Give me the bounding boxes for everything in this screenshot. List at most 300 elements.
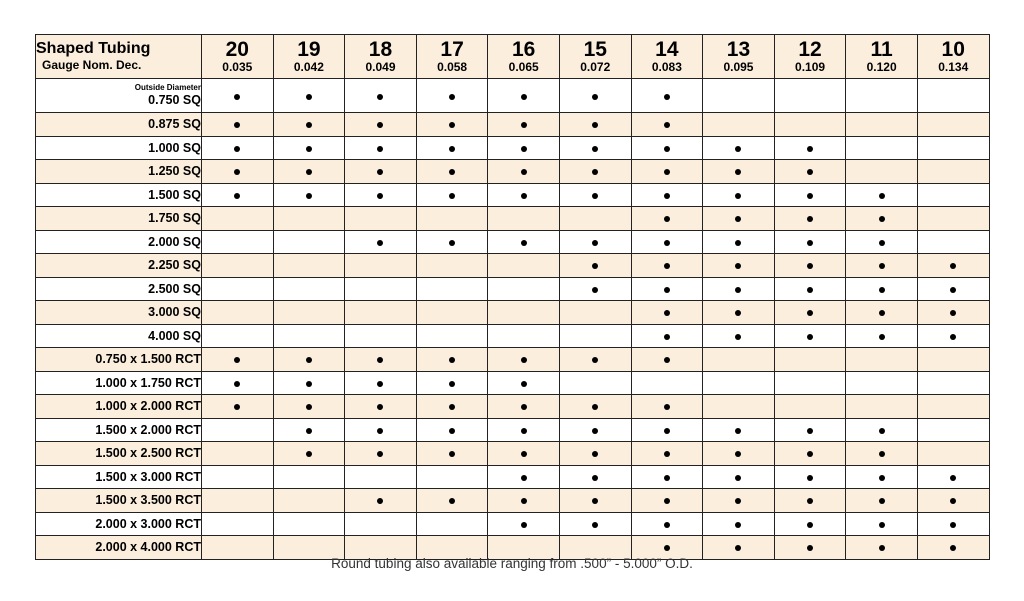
available-dot-icon [449, 146, 455, 152]
available-dot-icon [306, 357, 312, 363]
available-dot-icon [807, 498, 813, 504]
available-dot-icon [377, 428, 383, 434]
gauge-header-15 [559, 35, 631, 79]
size-label: 1.500 x 3.500 RCT [95, 493, 201, 508]
availability-cell [202, 207, 274, 231]
availability-cell [345, 442, 417, 466]
availability-cell [846, 230, 918, 254]
table-row [36, 489, 990, 513]
availability-cell [416, 489, 488, 513]
gauge-number: 11 [870, 38, 893, 62]
available-dot-icon [879, 334, 885, 340]
availability-cell [774, 230, 846, 254]
availability-cell [917, 512, 989, 536]
availability-cell [273, 301, 345, 325]
gauge-number: 12 [798, 38, 822, 62]
available-dot-icon [735, 216, 741, 222]
table-row [36, 442, 990, 466]
availability-cell [917, 136, 989, 160]
available-dot-icon [664, 193, 670, 199]
availability-cell [846, 254, 918, 278]
availability-cell [631, 348, 703, 372]
available-dot-icon [306, 404, 312, 410]
size-label-cell [36, 395, 202, 419]
available-dot-icon [735, 193, 741, 199]
availability-cell [488, 324, 560, 348]
availability-cell [703, 465, 775, 489]
availability-cell [202, 348, 274, 372]
availability-cell [917, 348, 989, 372]
size-label: 1.250 SQ [148, 164, 201, 179]
availability-cell [774, 442, 846, 466]
available-dot-icon [807, 475, 813, 481]
availability-cell [202, 395, 274, 419]
size-label: 0.750 x 1.500 RCT [95, 352, 201, 367]
availability-cell [202, 301, 274, 325]
gauge-decimal: 0.095 [723, 60, 754, 75]
availability-cell [202, 254, 274, 278]
available-dot-icon [879, 310, 885, 316]
available-dot-icon [306, 169, 312, 175]
availability-cell [846, 113, 918, 137]
available-dot-icon [735, 545, 741, 551]
availability-cell [202, 465, 274, 489]
gauge-number: 19 [297, 38, 321, 62]
available-dot-icon [664, 334, 670, 340]
available-dot-icon [306, 428, 312, 434]
availability-cell [488, 207, 560, 231]
gauge-header-16 [488, 35, 560, 79]
availability-cell [631, 136, 703, 160]
available-dot-icon [449, 428, 455, 434]
table-row [36, 465, 990, 489]
gauge-decimal: 0.058 [437, 60, 468, 75]
availability-cell [846, 418, 918, 442]
gauge-decimal: 0.083 [651, 60, 682, 75]
size-label: 2.000 SQ [148, 234, 201, 249]
availability-cell [631, 442, 703, 466]
available-dot-icon [950, 545, 956, 551]
availability-cell [488, 79, 560, 113]
available-dot-icon [306, 381, 312, 387]
available-dot-icon [521, 357, 527, 363]
gauge-decimal: 0.049 [365, 60, 396, 75]
availability-cell [488, 183, 560, 207]
available-dot-icon [449, 94, 455, 100]
available-dot-icon [735, 428, 741, 434]
availability-cell [273, 277, 345, 301]
availability-cell [273, 230, 345, 254]
available-dot-icon [521, 94, 527, 100]
available-dot-icon [879, 287, 885, 293]
available-dot-icon [592, 287, 598, 293]
available-dot-icon [879, 193, 885, 199]
available-dot-icon [735, 240, 741, 246]
available-dot-icon [306, 193, 312, 199]
availability-cell [416, 254, 488, 278]
available-dot-icon [735, 287, 741, 293]
availability-cell [559, 324, 631, 348]
availability-cell [416, 301, 488, 325]
available-dot-icon [879, 428, 885, 434]
gauge-number: 15 [583, 38, 607, 62]
available-dot-icon [664, 287, 670, 293]
availability-cell [917, 230, 989, 254]
size-label: 1.750 SQ [148, 211, 201, 226]
size-label-cell [36, 465, 202, 489]
gauge-header-20 [202, 35, 274, 79]
available-dot-icon [807, 240, 813, 246]
size-label: 1.500 SQ [148, 187, 201, 202]
availability-cell [488, 254, 560, 278]
availability-cell [559, 512, 631, 536]
availability-cell [846, 442, 918, 466]
availability-cell [774, 489, 846, 513]
available-dot-icon [664, 451, 670, 457]
availability-cell [631, 418, 703, 442]
size-label: 1.500 x 3.000 RCT [95, 469, 201, 484]
table-title-cell [36, 35, 202, 79]
available-dot-icon [664, 310, 670, 316]
availability-cell [559, 418, 631, 442]
availability-cell [488, 136, 560, 160]
table-body [36, 79, 990, 560]
availability-cell [703, 348, 775, 372]
availability-cell [559, 183, 631, 207]
availability-cell [416, 207, 488, 231]
availability-cell [202, 230, 274, 254]
availability-cell [345, 489, 417, 513]
size-label-cell [36, 160, 202, 184]
table-row [36, 418, 990, 442]
size-label-cell [36, 183, 202, 207]
availability-cell [631, 207, 703, 231]
availability-cell [488, 160, 560, 184]
availability-cell [631, 465, 703, 489]
available-dot-icon [521, 146, 527, 152]
availability-cell [917, 277, 989, 301]
availability-cell [273, 183, 345, 207]
size-label: 1.500 x 2.500 RCT [95, 446, 201, 461]
table-row [36, 324, 990, 348]
available-dot-icon [664, 240, 670, 246]
availability-cell [703, 183, 775, 207]
availability-cell [917, 489, 989, 513]
table-row [36, 136, 990, 160]
available-dot-icon [449, 122, 455, 128]
available-dot-icon [664, 216, 670, 222]
available-dot-icon [306, 146, 312, 152]
availability-cell [846, 277, 918, 301]
available-dot-icon [592, 146, 598, 152]
availability-cell [846, 348, 918, 372]
gauge-decimal: 0.072 [580, 60, 611, 75]
table-row [36, 395, 990, 419]
availability-cell [202, 371, 274, 395]
available-dot-icon [234, 381, 240, 387]
availability-cell [345, 395, 417, 419]
available-dot-icon [879, 240, 885, 246]
availability-cell [345, 465, 417, 489]
availability-cell [416, 371, 488, 395]
availability-cell [273, 371, 345, 395]
available-dot-icon [521, 240, 527, 246]
available-dot-icon [449, 357, 455, 363]
available-dot-icon [664, 428, 670, 434]
gauge-header-11 [846, 35, 918, 79]
table-row [36, 160, 990, 184]
available-dot-icon [521, 498, 527, 504]
availability-cell [774, 324, 846, 348]
available-dot-icon [735, 334, 741, 340]
available-dot-icon [377, 193, 383, 199]
available-dot-icon [735, 451, 741, 457]
availability-cell [631, 79, 703, 113]
tubing-availability-table [35, 34, 990, 560]
availability-cell [202, 183, 274, 207]
availability-cell [202, 136, 274, 160]
available-dot-icon [449, 451, 455, 457]
availability-cell [416, 348, 488, 372]
size-label-cell [36, 113, 202, 137]
table-title: Shaped Tubing [36, 40, 151, 58]
availability-cell [345, 254, 417, 278]
availability-cell [774, 395, 846, 419]
available-dot-icon [735, 498, 741, 504]
availability-cell [345, 183, 417, 207]
available-dot-icon [807, 545, 813, 551]
available-dot-icon [592, 404, 598, 410]
availability-cell [202, 160, 274, 184]
available-dot-icon [377, 240, 383, 246]
availability-cell [202, 324, 274, 348]
available-dot-icon [449, 381, 455, 387]
available-dot-icon [735, 522, 741, 528]
availability-cell [703, 160, 775, 184]
availability-cell [488, 230, 560, 254]
availability-cell [774, 207, 846, 231]
gauge-decimal: 0.042 [293, 60, 324, 75]
availability-cell [917, 442, 989, 466]
availability-cell [416, 324, 488, 348]
availability-cell [631, 324, 703, 348]
size-label: 2.500 SQ [148, 281, 201, 296]
available-dot-icon [306, 94, 312, 100]
availability-cell [416, 512, 488, 536]
available-dot-icon [664, 498, 670, 504]
availability-cell [774, 277, 846, 301]
available-dot-icon [521, 169, 527, 175]
table-row [36, 371, 990, 395]
available-dot-icon [377, 404, 383, 410]
availability-cell [846, 324, 918, 348]
size-label: 3.000 SQ [148, 305, 201, 320]
available-dot-icon [521, 122, 527, 128]
available-dot-icon [521, 522, 527, 528]
available-dot-icon [449, 169, 455, 175]
availability-cell [631, 277, 703, 301]
available-dot-icon [234, 146, 240, 152]
available-dot-icon [449, 240, 455, 246]
availability-cell [345, 348, 417, 372]
footnote: Round tubing also available ranging from .500” - 5.000” O.D. [331, 556, 693, 571]
availability-cell [703, 277, 775, 301]
availability-cell [846, 395, 918, 419]
availability-cell [846, 489, 918, 513]
size-label: 0.750 SQ [148, 92, 201, 107]
available-dot-icon [950, 334, 956, 340]
availability-cell [273, 442, 345, 466]
available-dot-icon [664, 169, 670, 175]
gauge-header-19 [273, 35, 345, 79]
availability-cell [703, 371, 775, 395]
availability-cell [917, 183, 989, 207]
gauge-decimal: 0.120 [866, 60, 897, 75]
availability-cell [416, 442, 488, 466]
available-dot-icon [592, 169, 598, 175]
gauge-decimal: 0.109 [795, 60, 826, 75]
availability-cell [917, 301, 989, 325]
available-dot-icon [592, 451, 598, 457]
availability-cell [416, 465, 488, 489]
availability-cell [559, 277, 631, 301]
availability-cell [416, 113, 488, 137]
available-dot-icon [879, 545, 885, 551]
available-dot-icon [234, 193, 240, 199]
availability-cell [202, 277, 274, 301]
available-dot-icon [592, 475, 598, 481]
available-dot-icon [449, 193, 455, 199]
availability-cell [345, 79, 417, 113]
table-row [36, 113, 990, 137]
size-label: 2.000 x 4.000 RCT [95, 540, 201, 555]
gauge-header-10 [917, 35, 989, 79]
available-dot-icon [592, 240, 598, 246]
available-dot-icon [807, 193, 813, 199]
availability-cell [703, 79, 775, 113]
size-label-cell [36, 301, 202, 325]
available-dot-icon [664, 122, 670, 128]
available-dot-icon [592, 522, 598, 528]
gauge-number: 10 [941, 38, 965, 62]
outside-diameter-note: Outside Diameter [134, 83, 201, 93]
availability-cell [345, 136, 417, 160]
availability-cell [202, 418, 274, 442]
available-dot-icon [377, 357, 383, 363]
availability-cell [273, 160, 345, 184]
availability-cell [559, 254, 631, 278]
available-dot-icon [592, 357, 598, 363]
availability-cell [416, 230, 488, 254]
available-dot-icon [592, 428, 598, 434]
table-row [36, 207, 990, 231]
availability-cell [559, 371, 631, 395]
availability-cell [345, 230, 417, 254]
availability-cell [202, 489, 274, 513]
availability-cell [273, 395, 345, 419]
size-label-cell [36, 489, 202, 513]
availability-cell [345, 324, 417, 348]
availability-cell [559, 79, 631, 113]
availability-cell [774, 79, 846, 113]
availability-cell [559, 230, 631, 254]
availability-cell [488, 113, 560, 137]
table-row [36, 230, 990, 254]
availability-cell [631, 512, 703, 536]
size-label-cell [36, 254, 202, 278]
available-dot-icon [306, 122, 312, 128]
table-row [36, 512, 990, 536]
availability-cell [846, 371, 918, 395]
availability-cell [488, 371, 560, 395]
availability-cell [416, 183, 488, 207]
availability-cell [774, 371, 846, 395]
available-dot-icon [950, 263, 956, 269]
available-dot-icon [664, 545, 670, 551]
gauge-decimal: 0.134 [938, 60, 969, 75]
available-dot-icon [950, 522, 956, 528]
availability-cell [917, 371, 989, 395]
available-dot-icon [950, 310, 956, 316]
availability-cell [273, 324, 345, 348]
gauge-decimal: 0.035 [222, 60, 253, 75]
availability-cell [917, 207, 989, 231]
size-label: 1.000 x 2.000 RCT [95, 399, 201, 414]
availability-cell [774, 418, 846, 442]
availability-cell [488, 418, 560, 442]
availability-cell [846, 512, 918, 536]
availability-cell [631, 301, 703, 325]
gauge-number: 13 [726, 38, 751, 62]
availability-cell [273, 512, 345, 536]
availability-cell [202, 442, 274, 466]
availability-cell [774, 183, 846, 207]
availability-cell [488, 489, 560, 513]
availability-cell [703, 301, 775, 325]
available-dot-icon [735, 475, 741, 481]
availability-cell [917, 113, 989, 137]
availability-cell [917, 79, 989, 113]
available-dot-icon [592, 94, 598, 100]
available-dot-icon [807, 310, 813, 316]
availability-cell [846, 301, 918, 325]
availability-cell [273, 418, 345, 442]
availability-cell [559, 395, 631, 419]
available-dot-icon [879, 216, 885, 222]
availability-cell [917, 465, 989, 489]
table-row [36, 277, 990, 301]
available-dot-icon [807, 146, 813, 152]
availability-cell [703, 136, 775, 160]
availability-cell [202, 113, 274, 137]
availability-cell [774, 512, 846, 536]
size-label: 2.250 SQ [148, 258, 201, 273]
availability-cell [488, 277, 560, 301]
availability-cell [774, 160, 846, 184]
available-dot-icon [521, 404, 527, 410]
available-dot-icon [735, 310, 741, 316]
available-dot-icon [807, 287, 813, 293]
table-subtitle: Gauge Nom. Dec. [42, 57, 142, 72]
availability-cell [345, 207, 417, 231]
availability-cell [345, 418, 417, 442]
available-dot-icon [234, 94, 240, 100]
availability-cell [273, 465, 345, 489]
size-label-cell [36, 324, 202, 348]
availability-cell [416, 395, 488, 419]
gauge-number: 18 [368, 38, 393, 62]
availability-cell [703, 230, 775, 254]
